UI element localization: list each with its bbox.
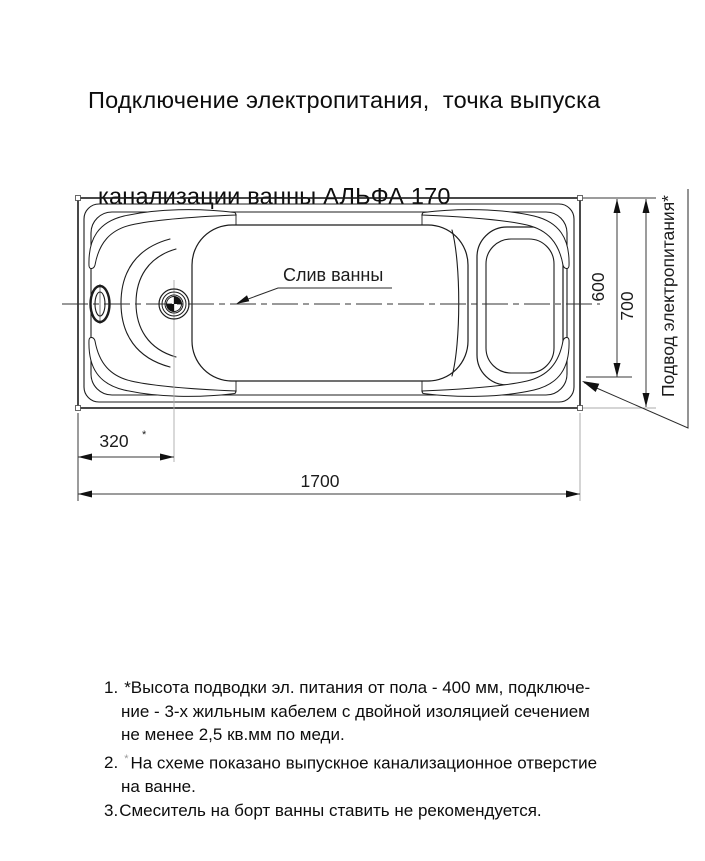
corner-pad-bottom-left: [89, 337, 236, 396]
page-title-line-2: канализации ванны АЛЬФА 170: [98, 183, 451, 209]
drain-center-mark: [167, 297, 182, 312]
corner-pad-bottom-right: [422, 337, 569, 396]
note-text: ние - 3-х жильным кабелем с двойной изоляцией сечением: [121, 701, 590, 721]
tub-outer-rect: [78, 198, 580, 408]
corner-node-markers: [76, 196, 583, 411]
corner-pad-top-right: [422, 210, 569, 269]
note-item-2: [104, 748, 664, 799]
drain-leader-arrowhead: [236, 295, 249, 304]
note-marker: 3.: [104, 801, 119, 821]
dim-value-1700: 1700: [300, 471, 340, 491]
note-marker: 1.: [104, 678, 119, 697]
drain-callout: [236, 265, 392, 304]
note-text: *Высота подводки эл. питания от пола - 400 мм, подключе-: [124, 678, 591, 697]
dim-value-320-footnote-mark: *: [142, 429, 147, 441]
corner-pad-top-left: [89, 210, 236, 269]
note-text: На схеме показано выпускное канализационное отверстие: [130, 753, 598, 773]
dim-value-320: 320: [99, 431, 129, 451]
dim-value-700: 700: [617, 291, 637, 321]
note-item-1: [104, 676, 664, 747]
note-text: Смеситель на борт ванны ставить не рекомендуется.: [119, 801, 542, 821]
drain-leader-line: [240, 288, 392, 302]
notes-list: [104, 676, 664, 824]
tub-basin-contour: [192, 225, 468, 381]
page-title-line-1: Подключение электропитания, точка выпуска: [88, 87, 601, 113]
note-item-3: [104, 799, 664, 823]
note-text: на ванне.: [121, 776, 196, 796]
tub-seat-step-line: [452, 230, 459, 376]
tub-headrest-inner-arc: [136, 249, 176, 357]
note-footnote-mark: *: [124, 752, 129, 765]
power-supply-label: Подвод электропитания*: [658, 194, 678, 398]
note-marker: 2.: [104, 753, 119, 773]
dim-value-600: 600: [588, 272, 608, 302]
power-leader-arrowhead: [582, 381, 599, 392]
tub-backrest-inner-contour: [486, 239, 554, 373]
contour-junction-ticks: [236, 214, 422, 392]
drain-label: Слив ванны: [283, 265, 384, 285]
bathtub-plan-view: [76, 196, 583, 411]
tub-headrest-outer-arc: [121, 239, 170, 367]
note-text: не менее 2,5 кв.мм по меди.: [121, 725, 345, 744]
tub-rim-line-1: [84, 204, 574, 402]
